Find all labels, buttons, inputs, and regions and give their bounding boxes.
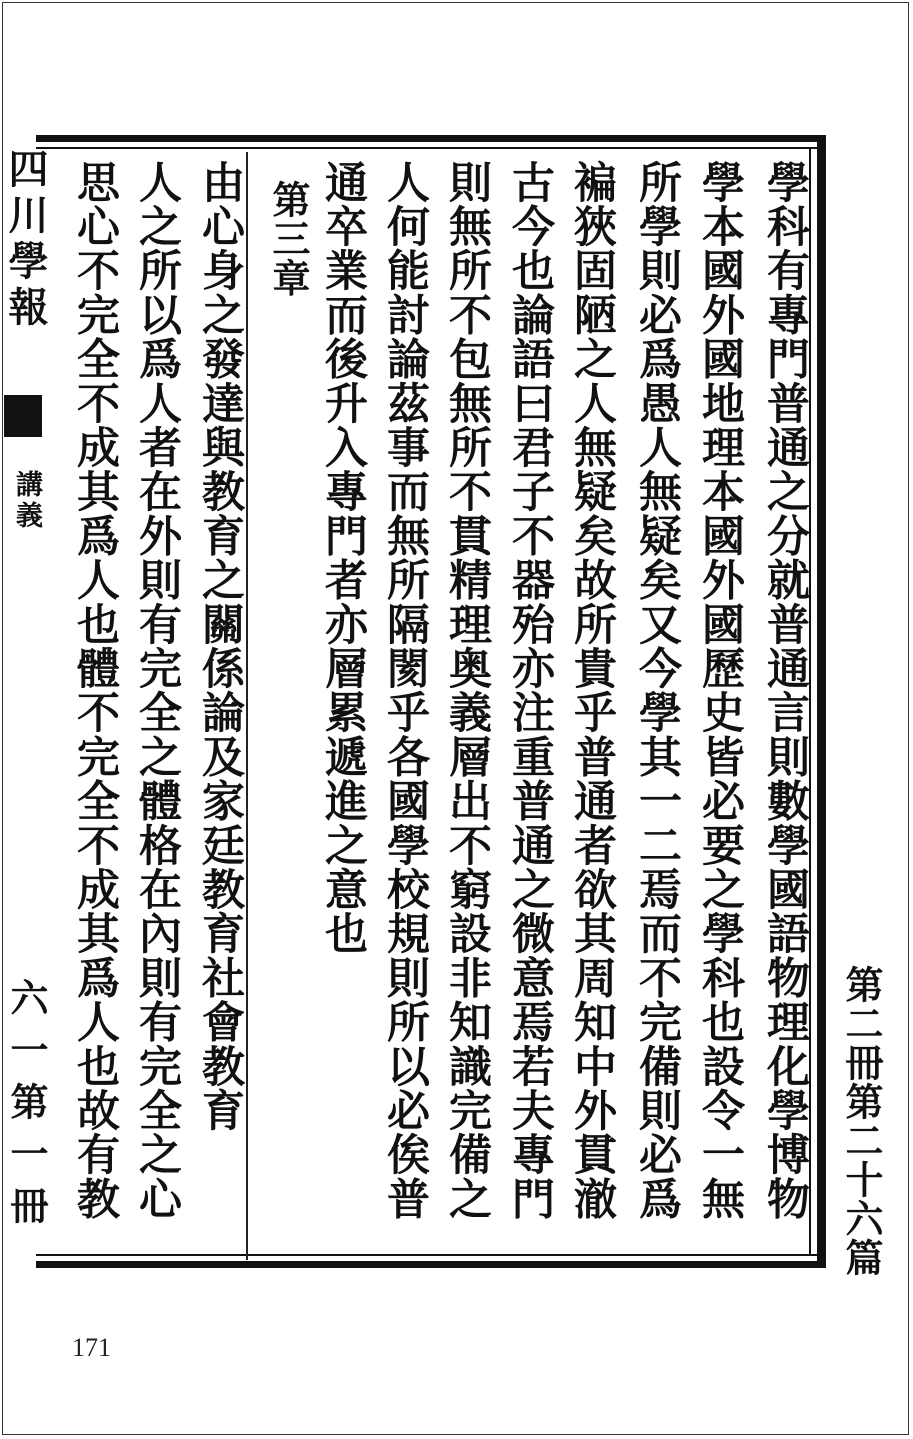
top-border-rule (36, 135, 826, 142)
text-column: 則無所不包無所不貫精理奥義層出不窮設非知識完備之 (442, 160, 492, 1221)
bottom-inner-rule (36, 1254, 821, 1256)
margin-black-mark (4, 395, 42, 437)
text-column: 所學則必爲愚人無疑矣又今學其一二焉而不完備則必爲 (632, 160, 682, 1221)
folio-label: 六一第一冊 (4, 978, 49, 1238)
page-number: 171 (72, 1333, 111, 1362)
right-border-rule (817, 135, 826, 1268)
text-column: 褊狹固陋之人無疑矣故所貴乎普通者欲其周知中外貫澈 (567, 160, 617, 1221)
text-column: 人何能討論茲事而無所隔閡乎各國學校規則所以必俟普 (380, 160, 430, 1221)
issue-label: 第二冊第二十六篇 (839, 965, 884, 1277)
bottom-border-rule (36, 1261, 826, 1268)
text-column: 學本國外國地理本國外國歷史皆必要之學科也設令一無 (695, 160, 745, 1221)
section-label: 講義 (11, 470, 42, 532)
text-column: 學科有專門普通之分就普通言則數學國語物理化學博物 (760, 160, 810, 1221)
chapter-heading: 第三章 (266, 180, 311, 298)
journal-title: 四川學報 (2, 148, 49, 332)
text-column: 古今也論語曰君子不器殆亦注重普通之微意焉若夫專門 (505, 160, 555, 1221)
text-column: 人之所以爲人者在外則有完全之體格在內則有完全之心 (132, 160, 182, 1221)
text-column: 由心身之發達與教育之關係論及家廷教育社會教育 (195, 160, 245, 1133)
text-column: 思心不完全不成其爲人也體不完全不成其爲人也故有教 (70, 160, 120, 1221)
top-inner-rule (36, 147, 821, 149)
text-column: 通卒業而後升入專門者亦層累遞進之意也 (318, 160, 368, 956)
